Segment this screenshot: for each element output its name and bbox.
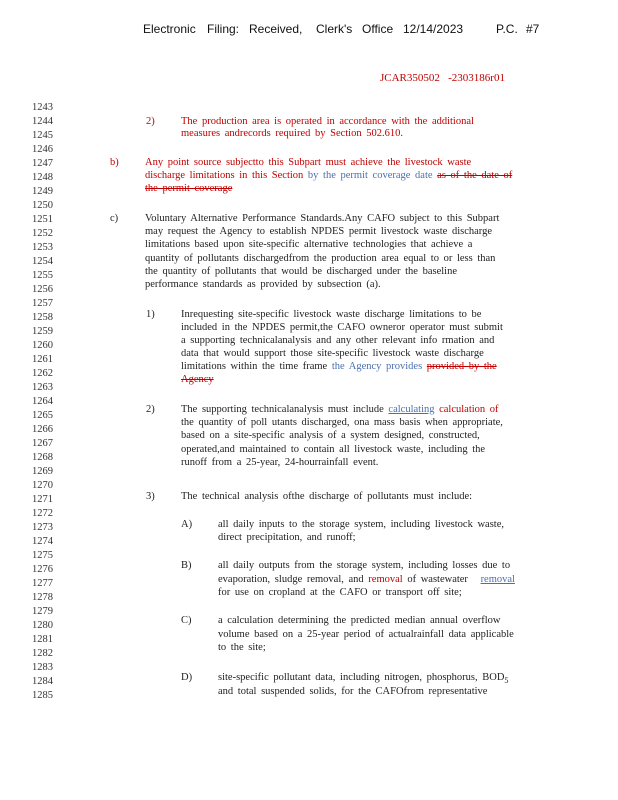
line-number: 1253	[32, 242, 53, 253]
line-number: 1256	[32, 284, 53, 295]
header-pc-number: #7	[526, 22, 540, 36]
item-label-D: D)	[181, 672, 193, 683]
text-b-inserted: by the permit coverage date	[307, 170, 433, 181]
text-c1-deleted: provided by the	[426, 361, 497, 372]
line-number: 1249	[32, 186, 53, 197]
text-D-subscript: 5	[504, 676, 509, 686]
text-B-line2-a: evaporation, sludge removal, and	[218, 574, 364, 585]
item-label-B: B)	[181, 560, 192, 571]
line-number: 1247	[32, 158, 53, 169]
line-number: 1271	[32, 494, 53, 505]
text-b-line2	[145, 170, 512, 182]
line-number: 1282	[32, 648, 53, 659]
line-number: 1257	[32, 298, 53, 309]
text-c1-line3: a supporting technicalanalysis and any other relevant info rmation and	[181, 335, 495, 346]
text-c2-inserted: calculating	[388, 404, 435, 415]
item-label-c3: 3)	[146, 491, 155, 502]
text-c1-line1: Inrequesting site-specific livestock waste discharge limitations to be	[181, 309, 482, 320]
text-c2-line5: runoff from a 25-year, 24-hourrainfall event.	[181, 457, 379, 468]
item-label-C: C)	[181, 615, 192, 626]
line-number: 1259	[32, 326, 53, 337]
text-c-line3: limitations based upon site-specific alternative technologies that achieve a	[145, 239, 473, 250]
line-number: 1265	[32, 410, 53, 421]
text-a2-line1: The production area is operated in accordance with the additional	[181, 116, 474, 127]
line-number: 1276	[32, 564, 53, 575]
text-A-line2: direct precipitation, and runoff;	[218, 532, 356, 543]
text-C-line1: a calculation determining the predicted median annual overflow	[218, 615, 501, 626]
text-c-line1: Voluntary Alternative Performance Standards.Any CAFO subject to this Subpart	[145, 213, 500, 224]
header-pc: P.C.	[496, 22, 518, 36]
text-D-line1	[218, 672, 508, 687]
text-b-line1: Any point source subjectto this Subpart must achieve the livestock waste	[145, 157, 472, 168]
line-number: 1266	[32, 424, 53, 435]
line-number: 1260	[32, 340, 53, 351]
item-label-A: A)	[181, 519, 193, 530]
line-number: 1277	[32, 578, 53, 589]
text-B-line3: for use on cropland at the CAFO or transport off site;	[218, 587, 462, 598]
line-number: 1263	[32, 382, 53, 393]
line-number: 1250	[32, 200, 53, 211]
text-c3-line1: The technical analysis ofthe discharge of pollutants must include:	[181, 491, 473, 502]
line-number: 1261	[32, 354, 53, 365]
text-A-line1: all daily inputs to the storage system, including livestock waste,	[218, 519, 504, 530]
line-number: 1275	[32, 550, 53, 561]
header-office: Office	[362, 22, 394, 36]
text-b-deleted: as of the date of	[437, 170, 513, 181]
line-number: 1243	[32, 102, 53, 113]
text-c1-line5	[181, 361, 497, 373]
text-c1-inserted: the Agency provides	[331, 361, 423, 372]
header-date: 12/14/2023	[403, 22, 464, 36]
document-code: JCAR350502 -2303186r01	[380, 72, 505, 84]
item-label-c: c)	[110, 213, 119, 224]
text-c2-line2: the quantity of poll utants discharged, ona mass basis when appropriate,	[181, 417, 503, 428]
item-label-b: b)	[110, 157, 119, 168]
text-c2-line3: based on a site-specific analysis of a system designed, constructed,	[181, 430, 480, 441]
text-c-line4: quantity of pollutants dischargedfrom the production area equal to or less than	[145, 253, 496, 264]
text-c-line6: performance standards as provided by subsection (a).	[145, 279, 381, 290]
text-D-line2: and total suspended solids, for the CAFOfrom representative	[218, 686, 488, 697]
line-number: 1262	[32, 368, 53, 379]
line-number: 1272	[32, 508, 53, 519]
line-number: 1245	[32, 130, 53, 141]
line-number: 1279	[32, 606, 53, 617]
line-number: 1246	[32, 144, 53, 155]
line-number: 1281	[32, 634, 53, 645]
line-number: 1248	[32, 172, 53, 183]
text-c1-line4: data that would support those site-specific livestock waste discharge	[181, 348, 484, 359]
text-B-removal: removal	[368, 574, 403, 585]
line-number: 1258	[32, 312, 53, 323]
line-number: 1273	[32, 522, 53, 533]
text-b-line2-a: discharge limitations in this Section	[145, 170, 304, 181]
line-number: 1244	[32, 116, 53, 127]
header-filing: Filing:	[207, 22, 240, 36]
item-label-a2: 2)	[146, 116, 155, 127]
line-number: 1274	[32, 536, 53, 547]
header-received: Received,	[249, 22, 303, 36]
text-C-line2: volume based on a 25-year period of actualrainfall data applicable	[218, 629, 514, 640]
text-B-inserted: removal	[480, 574, 515, 585]
line-number: 1251	[32, 214, 53, 225]
line-number: 1280	[32, 620, 53, 631]
item-label-c2: 2)	[146, 404, 155, 415]
line-number: 1278	[32, 592, 53, 603]
line-number: 1255	[32, 270, 53, 281]
line-number: 1268	[32, 452, 53, 463]
line-number: 1252	[32, 228, 53, 239]
text-c1-line2: included in the NPDES permit,the CAFO owneror operator must submit	[181, 322, 503, 333]
text-c2-line1-c: calculation of	[439, 404, 499, 415]
text-c1-line5-a: limitations within the time frame	[181, 361, 328, 372]
text-B-line2	[218, 574, 525, 586]
text-c2-line1-a: The supporting technicalanalysis must include	[181, 404, 384, 415]
line-number: 1283	[32, 662, 53, 673]
text-D-line1-a: site-specific pollutant data, including nitrogen, phosphorus, BOD	[218, 672, 505, 683]
line-number: 1270	[32, 480, 53, 491]
text-c2-line1	[181, 404, 499, 416]
item-label-c1: 1)	[146, 309, 155, 320]
text-b-line3-deleted: the permit coverage	[145, 183, 233, 194]
text-c2-line4: operated,and maintained to contain all livestock waste, including the	[181, 444, 486, 455]
text-C-line3: to the site;	[218, 642, 266, 653]
line-number: 1264	[32, 396, 53, 407]
line-number: 1254	[32, 256, 53, 267]
filing-header	[0, 22, 618, 38]
line-number: 1269	[32, 466, 53, 477]
line-number: 1285	[32, 690, 53, 701]
text-B-line1: all daily outputs from the storage system, including losses due to	[218, 560, 511, 571]
header-electronic: Electronic	[143, 22, 196, 36]
text-c-line2: may request the Agency to establish NPDES permit livestock waste discharge	[145, 226, 492, 237]
text-B-line2-c: of wastewater	[407, 574, 468, 585]
line-number: 1267	[32, 438, 53, 449]
text-a2-line2: measures andrecords required by Section 502.610.	[181, 128, 403, 139]
text-c-line5: the quantity of pollutants that would be discharged under the baseline	[145, 266, 457, 277]
header-clerks: Clerk's	[316, 22, 353, 36]
line-number: 1284	[32, 676, 53, 687]
text-c1-line6-deleted: Agency	[181, 374, 214, 385]
